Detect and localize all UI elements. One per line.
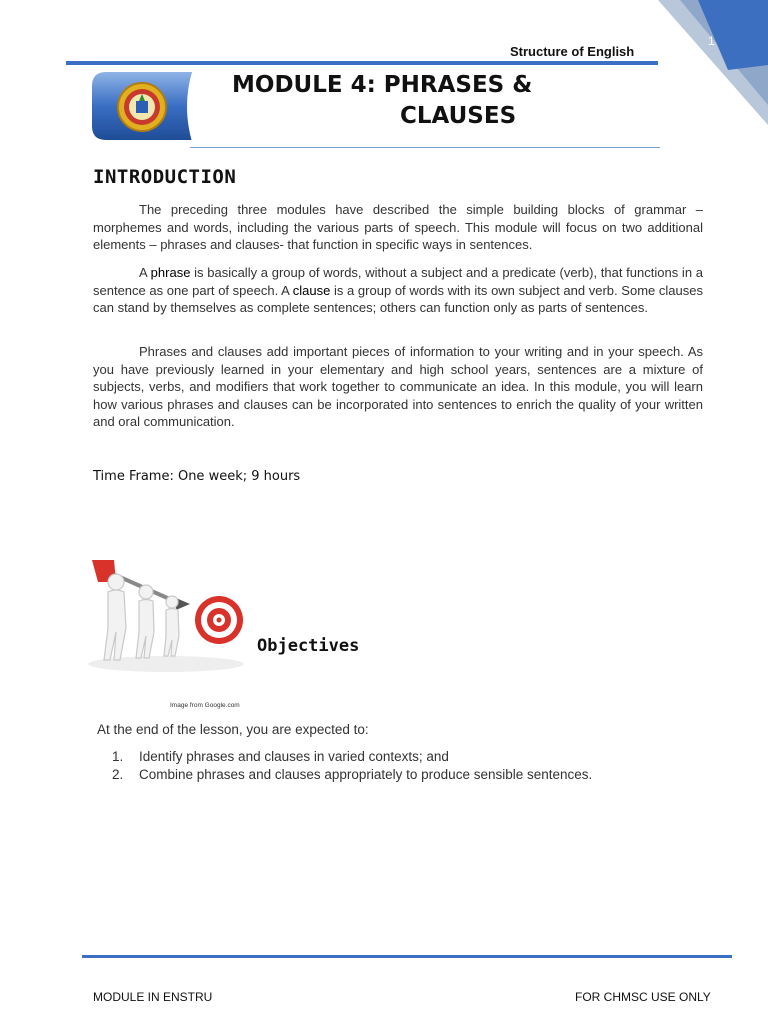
intro-paragraph-1-text: The preceding three modules have described the simple building blocks of grammar – morphemes and words, including the various parts of speech. This module will focus on two additional elements – phrases and clauses- that function in specific ways in sentences. — [93, 202, 703, 252]
objectives-list — [112, 748, 592, 784]
header-subject: Structure of English — [510, 44, 635, 59]
clause-term: clause — [292, 282, 331, 298]
page-number: 1 — [708, 34, 715, 48]
module-title-line2: CLAUSES — [400, 103, 517, 129]
figures-carrying-darts-to-target-icon — [86, 552, 256, 677]
module-title-line1: MODULE 4: PHRASES & — [232, 72, 533, 98]
intro-paragraph-2-c: is a group of words with its own subject and verb. Some clauses can stand by themselves as complete sentences; others can function only as parts of sentences. — [93, 282, 703, 315]
list-item — [112, 766, 592, 784]
header-rule — [66, 61, 658, 65]
intro-paragraph-2-a: A — [139, 265, 151, 280]
intro-paragraph-3-text: Phrases and clauses add important pieces of information to your writing and in your speech. As you have previously learned in your elementary and high school years, sentences are a mixture of subjects, verbs, and modifiers that work together to communicate an idea. In this module, you will learn how various phrases and clauses can be incorporated into sentences to enrich the quality of your written and oral communication. — [93, 344, 703, 429]
list-item-text: Identify phrases and clauses in varied contexts; and — [139, 749, 449, 764]
intro-paragraph-2 — [93, 264, 703, 317]
objectives-heading: Objectives — [257, 636, 360, 656]
time-frame: Time Frame: One week; 9 hours — [93, 469, 301, 484]
footer-left: MODULE IN ENSTRU — [93, 990, 213, 1004]
objectives-intro: At the end of the lesson, you are expected to: — [97, 722, 369, 737]
phrase-term: phrase — [150, 265, 191, 280]
footer-rule — [82, 955, 732, 958]
image-credit: Image from Google.com — [170, 702, 240, 709]
title-underline — [190, 147, 660, 148]
intro-paragraph-3 — [93, 343, 703, 431]
intro-paragraph-1 — [93, 201, 703, 254]
module-title — [232, 70, 592, 132]
intro-paragraph-2-b: is basically a group of words, without a subject and a predicate (verb), that functions in a sentence as one part of speech. A — [93, 265, 703, 298]
introduction-heading: INTRODUCTION — [93, 166, 237, 188]
list-item — [112, 748, 592, 766]
school-seal-icon — [92, 70, 202, 142]
list-item-number: 1. — [112, 749, 124, 764]
footer-right: FOR CHMSC USE ONLY — [575, 990, 711, 1004]
list-item-number: 2. — [112, 767, 124, 782]
list-item-text: Combine phrases and clauses appropriately to produce sensible sentences. — [139, 767, 593, 782]
corner-decoration — [658, 0, 768, 125]
